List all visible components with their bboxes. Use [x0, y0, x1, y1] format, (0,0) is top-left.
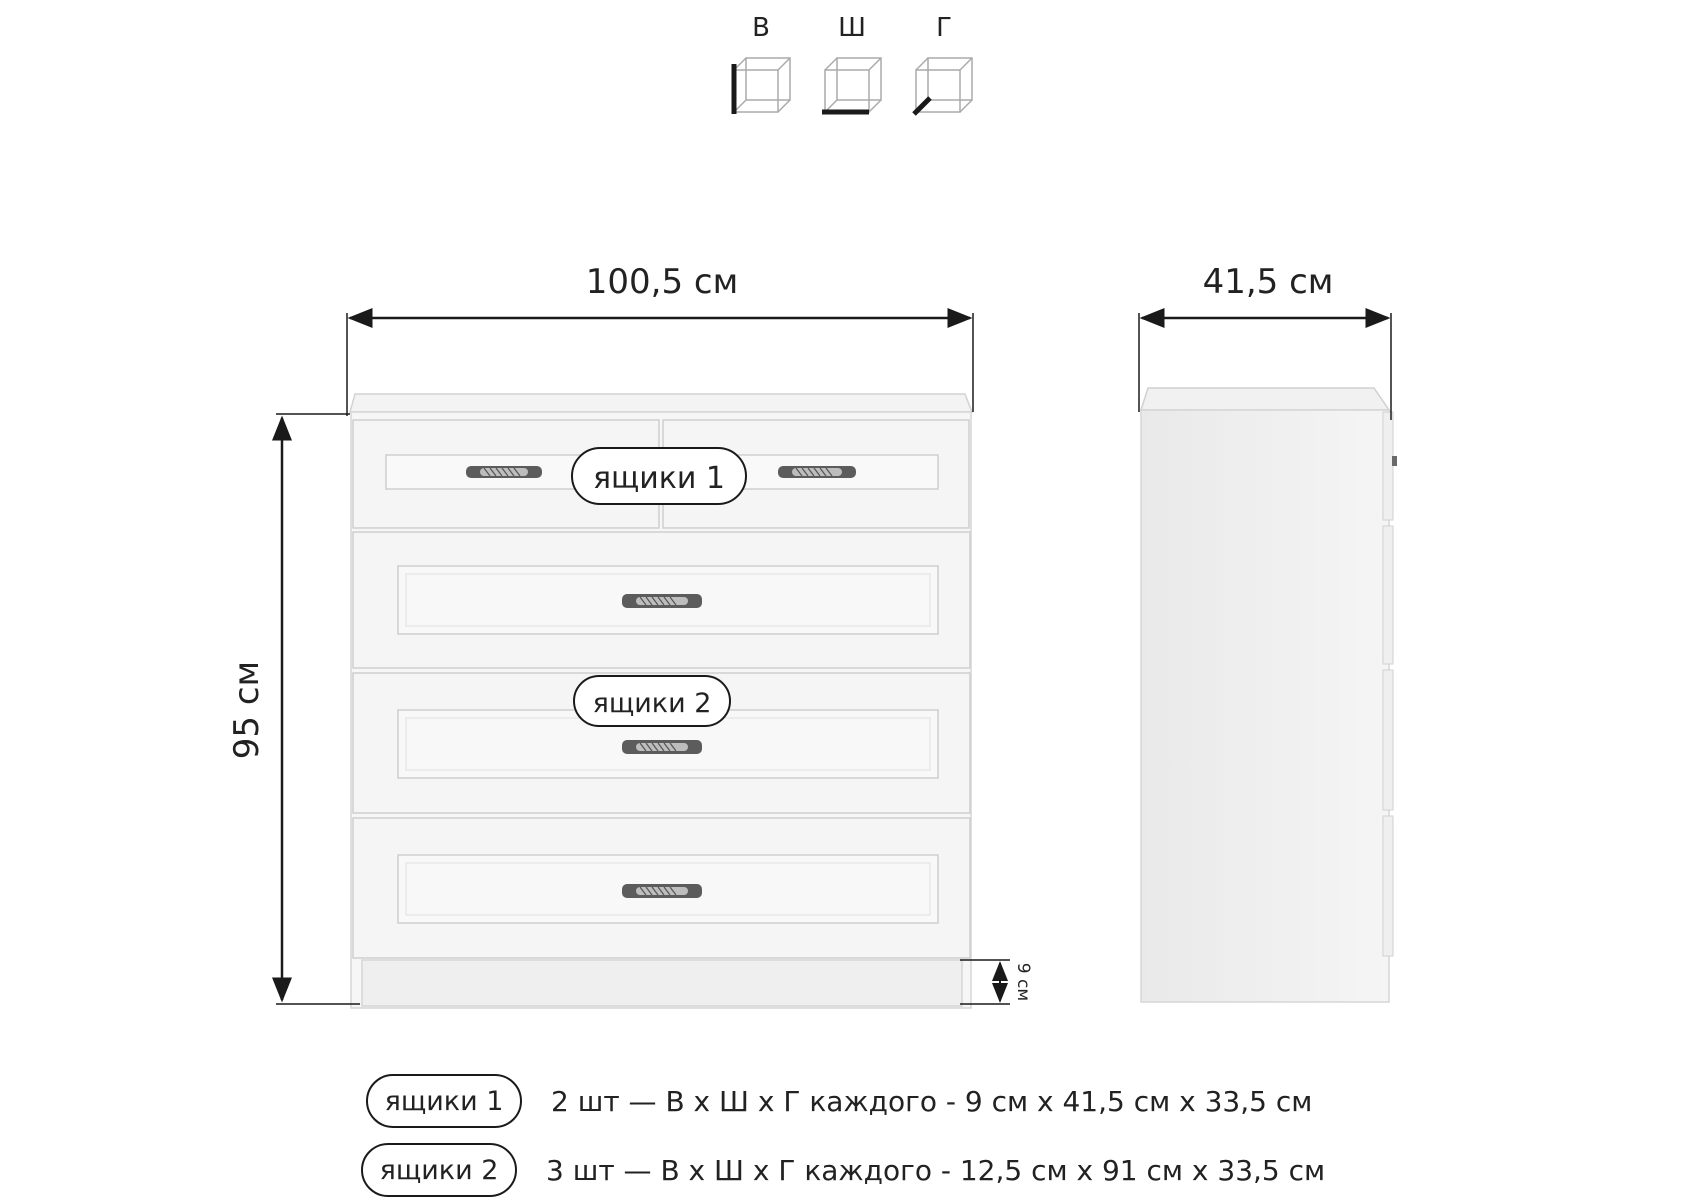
callout-drawers-1	[572, 448, 746, 504]
callout-drawers-2-label: ящики 2	[592, 688, 712, 719]
height-cube-icon	[734, 58, 790, 114]
spec-row-1	[367, 1075, 1312, 1127]
width-letter: Ш	[838, 13, 866, 43]
spec-label: ящики 1	[384, 1086, 504, 1117]
depth-letter: Г	[936, 13, 952, 43]
side-drawer-edge	[1383, 670, 1393, 810]
front-view	[350, 394, 972, 1008]
callout-drawers-1-label: ящики 1	[592, 461, 726, 496]
spec-text: 3 шт — В х Ш х Г каждого - 12,5 см х 91 см х 33,5 см	[546, 1154, 1326, 1187]
spec-label: ящики 2	[379, 1155, 499, 1186]
side-top	[1141, 388, 1389, 410]
width-dimension	[347, 262, 973, 416]
side-panel	[1141, 410, 1389, 1002]
width-value: 100,5 см	[585, 262, 739, 302]
height-letter: В	[752, 13, 770, 43]
width-cube-icon	[822, 58, 881, 112]
spec-row-2	[362, 1144, 1325, 1196]
spec-text: 2 шт — В х Ш х Г каждого - 9 см х 41,5 см х 33,5 см	[551, 1085, 1313, 1118]
plinth	[362, 960, 962, 1006]
height-value: 95 см	[227, 660, 267, 760]
side-drawer-edge	[1383, 526, 1393, 664]
side-drawer-edge	[1383, 412, 1393, 520]
drawer-handle	[622, 884, 702, 898]
axis-legend	[734, 13, 972, 114]
callout-drawers-2	[574, 676, 730, 726]
drawer-handle	[778, 466, 856, 478]
dresser-top	[350, 394, 972, 412]
drawer-handle	[466, 466, 542, 478]
drawer-handle	[622, 740, 702, 754]
depth-cube-icon	[914, 58, 972, 114]
plinth-value: 9 см	[1013, 962, 1033, 1002]
side-view	[1141, 388, 1397, 1002]
height-dimension	[227, 414, 360, 1004]
drawer-handle	[622, 594, 702, 608]
depth-value: 41,5 см	[1202, 262, 1334, 302]
side-drawer-edge	[1383, 816, 1393, 956]
side-handle	[1392, 456, 1397, 466]
